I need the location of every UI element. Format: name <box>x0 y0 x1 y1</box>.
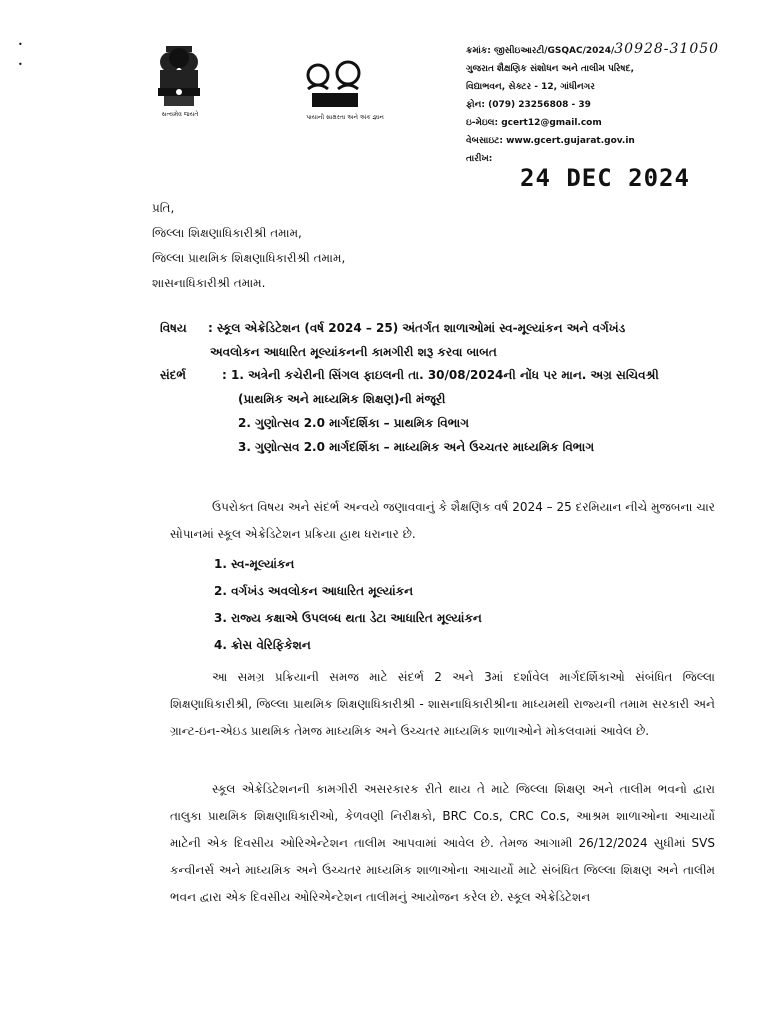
reference-1-line-2: (પ્રાથમિક અને માધ્યમિક શિક્ષણ)ની મંજૂરી <box>238 392 446 406</box>
nipun-caption: પાયાની સાક્ષરતા અને અંક જ્ઞાન <box>306 114 384 121</box>
website-line: વેબસાઇટ: www.gcert.gujarat.gov.in <box>466 136 635 146</box>
recipient-line-3: શાસનાધિકારીશ્રી તમામ. <box>152 276 266 290</box>
subject-label: વિષય <box>160 321 187 335</box>
org-line-1: ગુજરાત શૈક્ષણિક સંશોધન અને તાલીમ પરિષદ, <box>466 64 634 74</box>
reference-2: 2. ગુણોત્સવ 2.0 માર્ગદર્શિકા – પ્રાથમિક વિભાગ <box>238 416 470 430</box>
step-item: 1. સ્વ-મૂલ્યાંકન <box>214 557 295 571</box>
emblem-caption: સત્યમેવ જયતે <box>161 111 199 118</box>
reference-1-line-1: : 1. અત્રેની કચેરીની સિંગલ ફાઇલની તા. 30/08/2024ની નોંધ પર માન. અગ્ર સચિવશ્રી <box>222 368 659 382</box>
body-paragraph-1: ઉપરોક્ત વિષય અને સંદર્ભ અન્વયે જણાવવાનું કે શૈક્ષણિક વર્ષ 2024 – 25 દરમિયાન નીચે મુજબના ચાર સોપાનમાં સ્કૂલ એક્રેડિટેશન પ્રક્રિયા હાથ ધરાનાર છે. <box>170 500 715 541</box>
order-number: 30928-31050 <box>614 41 720 57</box>
subject-line-1: : સ્કૂલ એક્રેડિટેશન (વર્ષ 2024 – 25) અંતર્ગત શાળાઓમાં સ્વ-મૂલ્યાંકન અને વર્ગખંડ <box>208 321 626 335</box>
recipients <box>152 196 345 296</box>
order-label: ક્રમાંક: જીસીઇઆરટી/GSQAC/2024/ <box>466 46 615 56</box>
phone-line: ફોન: (079) 23256808 - 39 <box>466 100 591 110</box>
subject-line-2: અવલોકન આધારિત મૂલ્યાંકનની કામગીરી શરૂ કરવા બાબત <box>210 345 497 359</box>
recipient-line-1: જિલ્લા શિક્ષણાધિકારીશ્રી તમામ, <box>152 226 302 240</box>
step-item: 4. ક્રોસ વેરિફિકેશન <box>214 638 311 652</box>
body-paragraph-2: આ સમગ્ર પ્રક્રિયાની સમજ માટે સંદર્ભ 2 અને 3માં દર્શાવેલ માર્ગદર્શિકાઓ સંબંધિત જિલ્લા શિક્ષણાધિકારીશ્રી, જિલ્લા પ્રાથમિક શિક્ષણાધિકારીશ્રી - શાસનાધિકારીશ્રીના માધ્યમથી રાજ્યની તમામ સરકારી અને ગ્રાન્ટ-ઇન-એઇડ પ્રાથમિક તેમજ માધ્યમિક અને ઉચ્ચતર માધ્યમિક શાળાઓને મોકલવામાં આવેલ છે. <box>170 670 715 738</box>
email-line: ઇ-મેઇલ: gcert12@gmail.com <box>466 118 602 128</box>
steps-list <box>214 551 482 659</box>
reference-label: સંદર્ભ <box>160 368 187 382</box>
step-item: 3. રાજ્ય કક્ષાએ ઉપલબ્ધ થતા ડેટા આધારિત મૂલ્યાંકન <box>214 611 482 625</box>
step-item: 2. વર્ગખંડ અવલોકન આધારિત મૂલ્યાંકન <box>214 584 414 598</box>
nipun-logo-icon <box>296 55 376 115</box>
reference-3: 3. ગુણોત્સવ 2.0 માર્ગદર્શિકા – માધ્યમિક અને ઉચ્ચતર માધ્યમિક વિભાગ <box>238 440 595 454</box>
office-meta <box>466 40 719 168</box>
reference-block <box>160 363 740 459</box>
national-emblem-icon <box>146 38 212 118</box>
body-paragraph-3: સ્કૂલ એક્રેડિટેશનની કામગીરી અસરકારક રીતે થાય તે માટે જિલ્લા શિક્ષણ અને તાલીમ ભવનો દ્વારા તાલુકા પ્રાથમિક શિક્ષણાધિકારીઓ, કેળવણી નિરીક્ષકો, BRC Co.s, CRC Co.s, આશ્રમ શાળાઓના આચાર્યો માટેની એક દિવસીય ઓરિએન્ટેશન તાલીમ આપવામાં આવેલ છે. તેમજ આગામી 26/12/2024 સુધીમાં SVS કન્વીનર્સ અને માધ્યમિક અને ઉચ્ચતર માધ્યમિક શાળાઓના આચાર્યો માટે સંબંધિત જિલ્લા શિક્ષણ અને તાલીમ ભવન દ્વારા એક દિવસીય ઓરિએન્ટેશન તાલીમનું આયોજન કરેલ છે. સ્કૂલ એક્રેડિટેશન <box>170 782 715 904</box>
recipients-to: પ્રતિ, <box>152 201 175 215</box>
date-label: તારીખ: <box>466 154 493 164</box>
subject-block <box>160 316 740 364</box>
date-stamp: 24 DEC 2024 <box>520 164 690 192</box>
org-line-2: વિદ્યાભવન, સેક્ટર - 12, ગાંધીનગર <box>466 82 595 92</box>
margin-dot: • <box>18 60 23 69</box>
recipient-line-2: જિલ્લા પ્રાથમિક શિક્ષણાધિકારીશ્રી તમામ, <box>152 251 346 265</box>
margin-dot: • <box>18 40 23 49</box>
order-line <box>466 40 719 60</box>
